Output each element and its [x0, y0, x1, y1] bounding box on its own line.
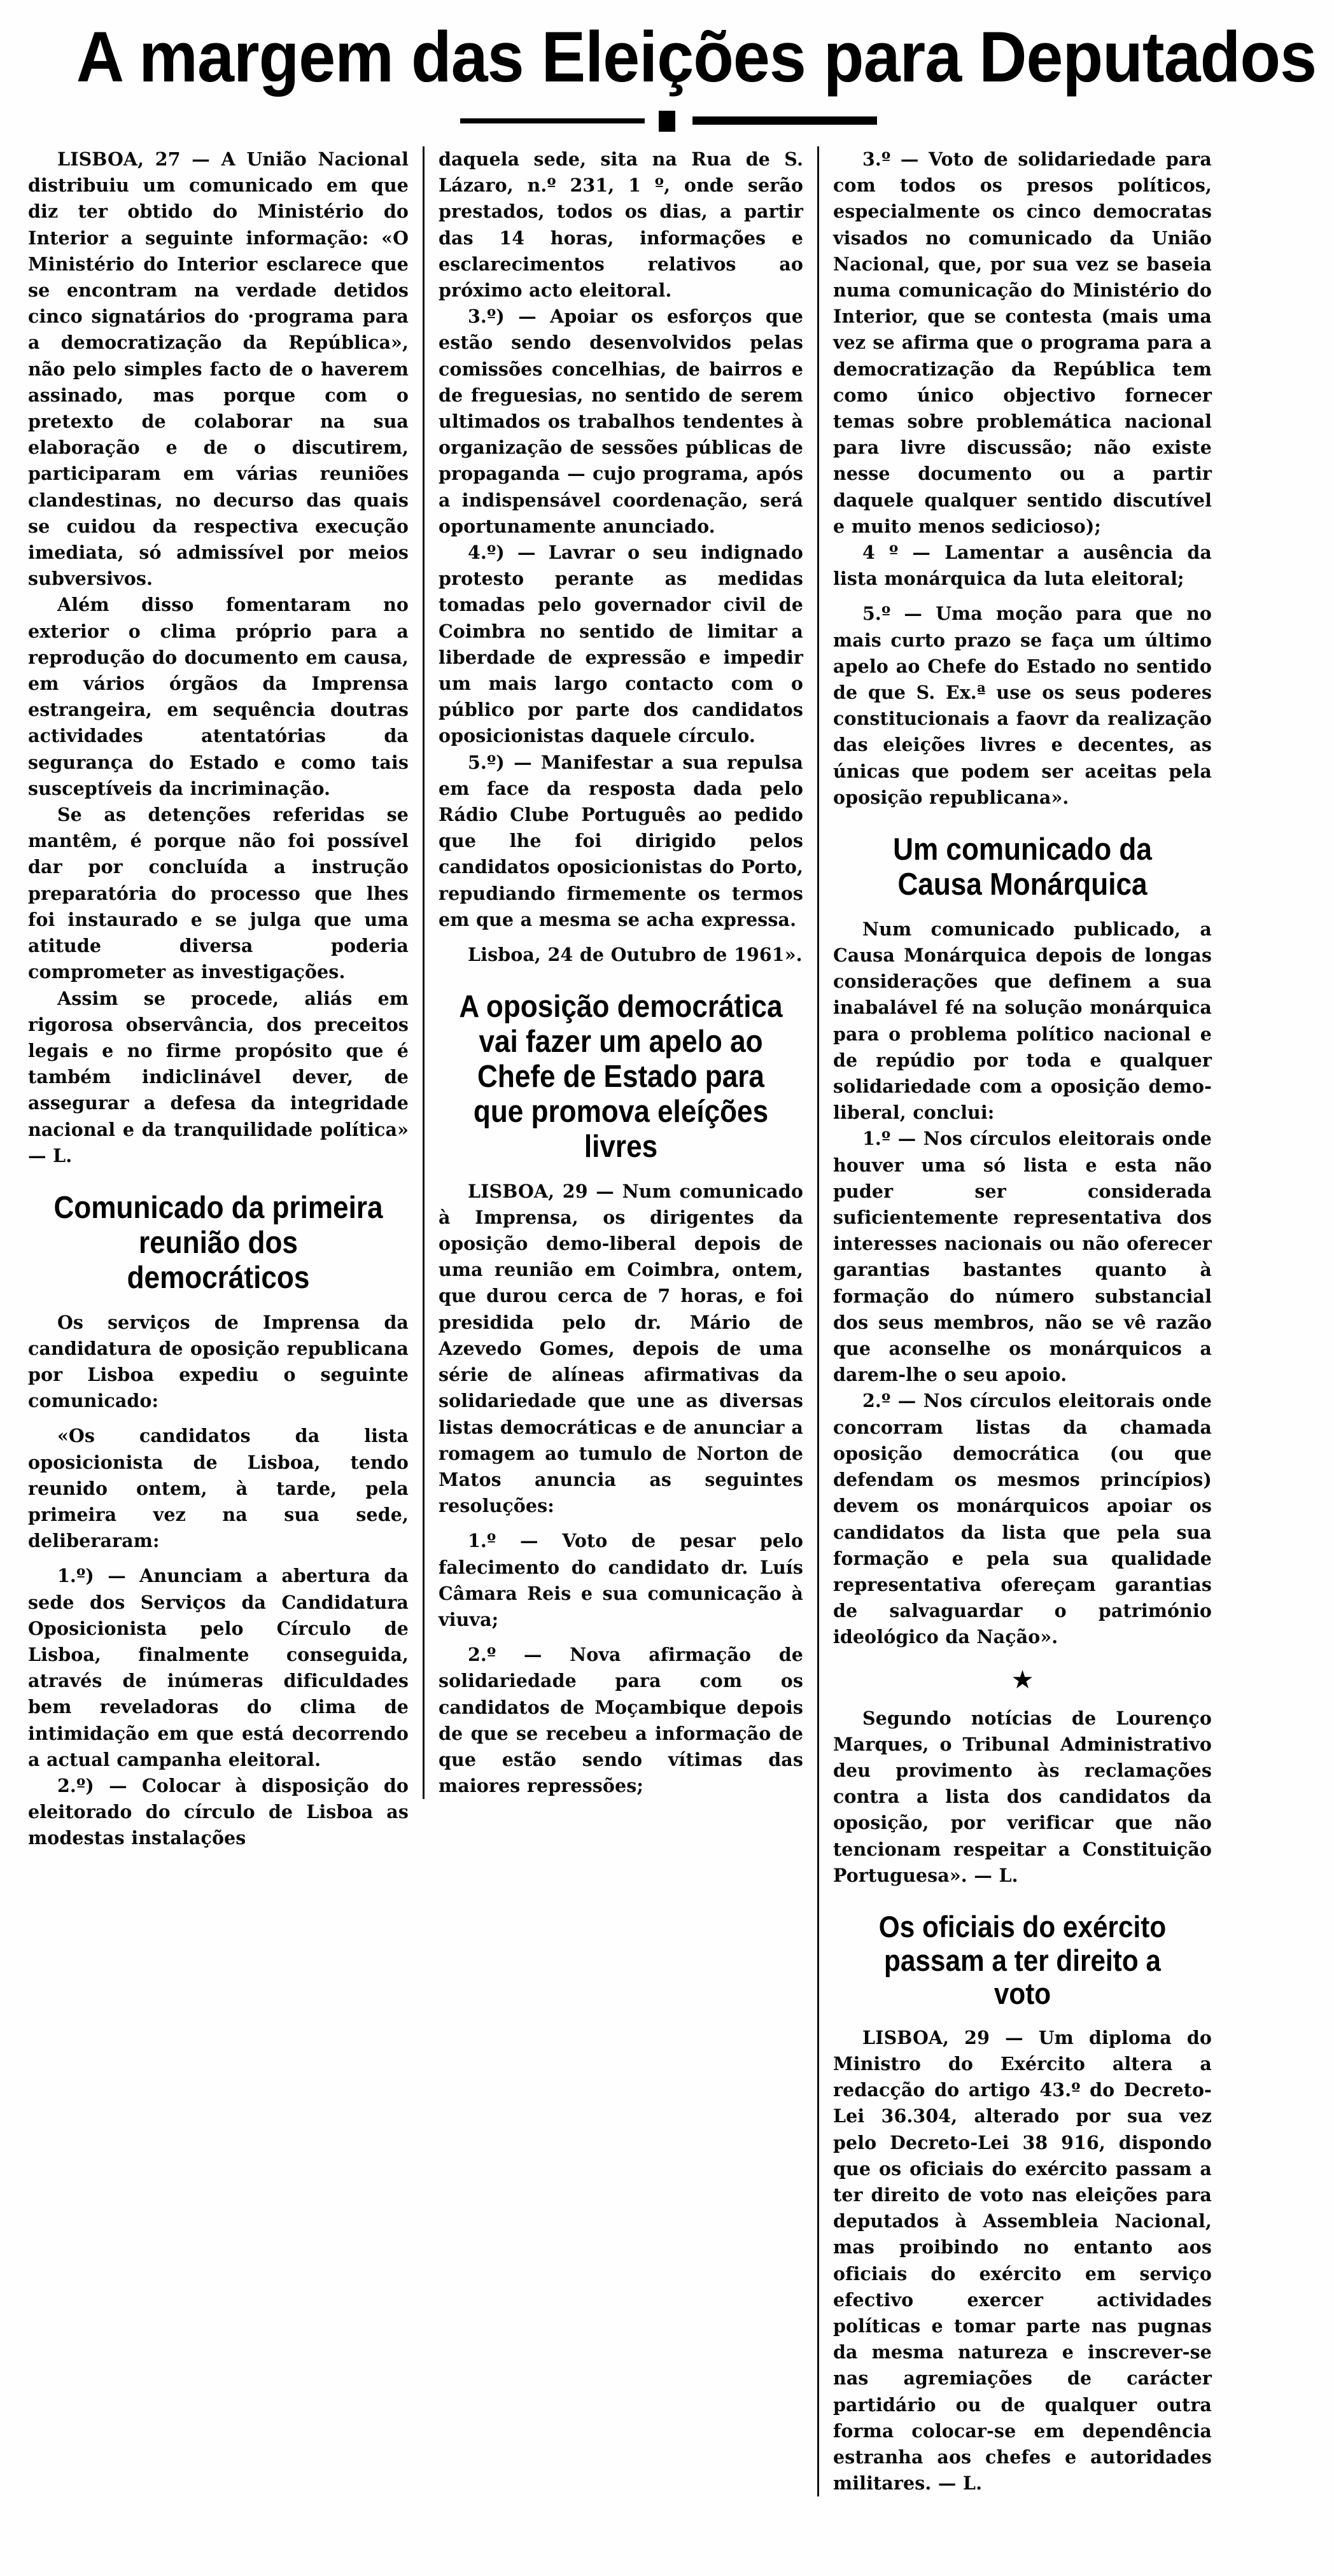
paragraph: Assim se procede, aliás em rigorosa observância, dos preceitos legais e no firme propósito que é também indiclinável dever, de assegurar a defesa da integridade nacional e da tranquilidade política» — L.: [28, 987, 409, 1166]
paragraph: LISBOA, 27 — A União Nacional distribuiu um comunicado em que diz ter obtido do Ministério do Interior a seguinte informação: «O Ministério do Interior esclarece que se encontram na verdade detidos cinco signatários do ·programa para a democratização da República», não pelo simples facto de o haverem assinado, mas porque com o pretexto de colaborar na sua elaboração e de o discutirem, participaram em várias reuniões clandestinas, no decurso das quais se cuidou da respectiva execução imediata, só admissível por meios subversivos.: [28, 148, 409, 590]
star-divider-icon: ★: [1011, 1665, 1034, 1695]
paragraph: 3.º — Voto de solidariedade para com todos os presos políticos, especialmente os cinco democratas visados no comunicado da União Nacional, que, por sua vez se baseia numa comunicação do Ministério do Interior, que se contesta (mais uma vez se afirma que o programa para a democratização da República tem como único objectivo fornecer temas sobre problemática nacional para livre discussão; não existe nesse documento ou a partir daquele qualquer sentido discutível e muito menos sedicioso);: [833, 148, 1212, 537]
paragraph: Segundo notícias de Lourenço Marques, o Tribunal Administrativo deu provimento às reclamações contra a lista dos candidatos da oposição, por verificar que não tencionam respeitar a Constituição Portuguesa». — L.: [833, 1707, 1212, 1886]
divider-center-block: [659, 111, 675, 132]
paragraph: 5.º) — Manifestar a sua repulsa em face da resposta dada pelo Rádio Clube Português ao pedido que lhe foi dirigido pelos candidatos oposicionistas do Porto, repudiando firmemente os termos em que a mesma se acha expressa.: [439, 751, 803, 930]
paragraph-spacer: [833, 592, 1212, 601]
paragraph: 2.º — Nos círculos eleitorais onde concorram listas da chamada oposição democrática (ou que defendam os mesmos princípios) devem os monárquicos apoiar os candidatos da lista que pela sua formação e pela sua qualidade representativa ofereçam garantias de salvaguardar o património ideológico da Nação».: [833, 1390, 1212, 1648]
paragraph: «Os candidatos da lista oposicionista de Lisboa, tendo reunido ontem, à tarde, pela primeira vez na sua sede, deliberaram:: [28, 1425, 409, 1552]
divider-line-right: [692, 116, 877, 125]
paragraph: Num comunicado publicado, a Causa Monárquica depois de longas considerações que definem a sua inabalável fé na solução monárquica para o problema político nacional e de repúdio por toda e qualquer solidariedade com a oposição demo-liberal, conclui:: [833, 918, 1212, 1124]
paragraph: 3.º) — Apoiar os esforços que estão sendo desenvolvidos pelas comissões concelhias, de bairros e de freguesias, no sentido de serem ultimados os trabalhos tendentes à organização de sessões públicas de propaganda — cujo programa, após a indispensável coordenação, será oportunamente anunciado.: [439, 305, 803, 537]
column-2: [423, 146, 817, 1799]
paragraph: Os serviços de Imprensa da candidatura de oposição republicana por Lisboa expediu o seguinte comunicado:: [28, 1311, 409, 1412]
paragraph: 5.º — Uma moção para que no mais curto prazo se faça um último apelo ao Chefe do Estado no sentido de que S. Ex.ª use os seus poderes constitucionais a faovr da realização das eleições livres e decentes, as únicas que podem ser aceitas pela oposição republicana».: [833, 603, 1212, 808]
section-heading-causa-monarquica: Um comunicado da Causa Monárquica: [893, 832, 1152, 902]
column-3: [817, 146, 1212, 2496]
paragraph-spacer: [28, 1554, 409, 1563]
divider-line-left: [460, 118, 645, 123]
masthead: [28, 17, 1317, 130]
paragraph: 4 º — Lamentar a ausência da lista monárquica da luta eleitoral;: [833, 542, 1212, 590]
paragraph: LISBOA, 29 — Num comunicado à Imprensa, os dirigentes da oposição demo-liberal depois de uma reunião em Coimbra, ontem, que durou cerca de 7 horas, e foi presidida pelo dr. Mário de Azevedo Gomes, depois de uma série de alíneas afirmativas da solidariedade que une as diversas listas democráticas e de anunciar a romagem ao tumulo de Norton de Matos anuncia as seguintes resoluções:: [439, 1180, 803, 1517]
paragraph-spacer: [439, 1519, 803, 1528]
section-heading-oficiais-exercito: Os oficiais do exército passam a ter direito a voto: [878, 1909, 1167, 2011]
paragraph: 1.º — Voto de pesar pelo falecimento do candidato dr. Luís Câmara Reis e sua comunicação à viuva;: [439, 1530, 803, 1630]
headline-divider-rule: [32, 104, 1302, 130]
paragraph: 2.º) — Colocar à disposição do eleitorado do círculo de Lisboa as modestas instalações: [28, 1775, 409, 1849]
article-columns: [28, 146, 1306, 2496]
paragraph-spacer: [439, 1633, 803, 1642]
paragraph-spacer: [28, 1414, 409, 1423]
paragraph-spacer: [439, 933, 803, 942]
paragraph: 2.º — Nova afirmação de solidariedade para com os candidatos de Moçambique depois de que se recebeu a informação de que estão sendo vítimas das maiores repressões;: [439, 1644, 803, 1797]
section-heading-oposicao-democratica: A oposição democrática vai fazer um apelo ao Chefe de Estado para que promova eleíções livres: [459, 990, 783, 1164]
paragraph: Além disso fomentaram no exterior o clima próprio para a reprodução do documento em causa, em vários órgãos da Imprensa estrangeira, em sequência doutras actividades atentatórias da segurança do Estado e como tais susceptíveis da incriminação.: [28, 594, 409, 799]
paragraph: 4.º) — Lavrar o seu indignado protesto perante as medidas tomadas pelo governador civil de Coimbra no sentido de limitar a liberdade de expressão e impedir um mais largo contacto com o público por parte dos candidatos oposicionistas daquele círculo.: [439, 542, 803, 747]
section-heading-comunicado-primeira-reuniao: Comunicado da primeira reunião dos democráticos: [53, 1190, 383, 1295]
page-headline: A margem das Eleições para Deputados: [76, 17, 1317, 97]
paragraph: 1.º) — Anunciam a abertura da sede dos Serviços da Candidatura Oposicionista pelo Círculo de Lisboa, finalmente conseguida, através de inúmeras dificuldades bem reveladoras do clima de intimidação em que está decorrendo a actual campanha eleitoral.: [28, 1565, 409, 1770]
column-1: [28, 146, 423, 1852]
paragraph: Lisboa, 24 de Outubro de 1961».: [468, 944, 803, 966]
paragraph: 1.º — Nos círculos eleitorais onde houver uma só lista e esta não puder ser considerada suficientemente representativa dos interesses nacionais ou não oferecer garantias bastantes quanto à formação do número substancial dos seus membros, não se vê razão que aconselhe os monárquicos a darem-lhe o seu apoio.: [833, 1128, 1212, 1386]
paragraph: daquela sede, sita na Rua de S. Lázaro, n.º 231, 1 º, onde serão prestados, todos os dias, a partir das 14 horas, informações e esclarecimentos relativos ao próximo acto eleitoral.: [439, 148, 803, 302]
paragraph: Se as detenções referidas se mantêm, é porque não foi possível dar por concluída a instrução preparatória do processo que lhes foi instaurado e se julga que uma atitude diversa poderia comprometer as investigações.: [28, 804, 409, 983]
paragraph: LISBOA, 29 — Um diploma do Ministro do Exército altera a redacção do artigo 43.º do Decreto-Lei 36.304, alterado por sua vez pelo Decreto-Lei 38 916, dispondo que os oficiais do exército passam a ter direito de voto nas eleições para deputados à Assembleia Nacional, mas proibindo no entanto aos oficiais do exército em serviço efectivo exercer actividades políticas e tomar parte nas pugnas da mesma natureza e inscrever-se nas agremiações de carácter partidário ou de qualquer outra forma colocar-se em dependência estranha aos chefes e autoridades militares. — L.: [833, 2026, 1212, 2495]
